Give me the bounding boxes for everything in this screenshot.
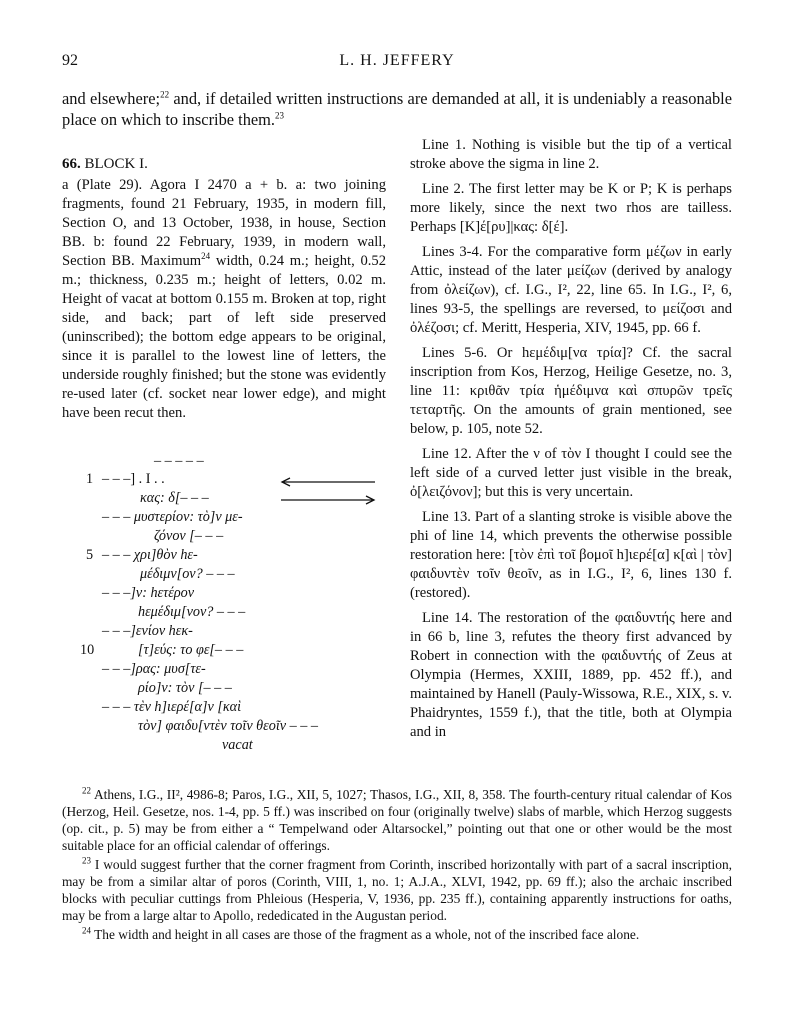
inscription-line-text: – – – χρι]θὸν hε-	[102, 547, 198, 563]
commentary-note	[410, 243, 732, 338]
inscription-line	[62, 604, 386, 624]
inscription-line	[62, 623, 386, 643]
intro-paragraph	[62, 88, 732, 130]
block-heading	[62, 155, 386, 174]
footnote	[62, 856, 732, 924]
footnote-ref-23: 23	[275, 110, 285, 121]
note-text: After the ν of τὸν I thought I could see the left side of a curved letter just visible in the break, ὀ[λειζόνον]; but this is very uncertain.	[410, 446, 732, 500]
inscription-line	[62, 661, 386, 681]
note-text: For the comparative form μέζων in early Attic, instead of the later μείζων (derived by analogy from ὀλείζων), cf. I.G., I², 22, line 65. In I.G., I², 6, lines 93-5, the spellings are reversed, to μείζοσι and ὀλέζοσι; cf. Meritt, Hesperia, XIV, 1945, pp. 66 f.	[410, 244, 732, 336]
footnotes	[62, 786, 732, 945]
inscription-line	[62, 566, 386, 586]
commentary-note	[410, 180, 732, 237]
note-text: The first letter may be K or P; K is perhaps more likely, since the next two rhos are tailless. Perhaps [Κ]έ[ρυ]|κας: δ[έ].	[410, 181, 732, 235]
footnote	[62, 926, 732, 943]
arrow-left-icon	[280, 477, 376, 487]
inscription-line-text: [τ]εύς: το φε[– – –	[138, 642, 244, 658]
inscription-line-text: – – –]ρας: μυσ[τε-	[102, 661, 206, 677]
note-label: Line 12.	[422, 446, 472, 462]
note-label: Line 2.	[422, 181, 465, 197]
running-head	[62, 52, 732, 74]
left-column	[62, 155, 386, 423]
note-text: Part of a slanting stroke is visible above the phi of line 14, which prevents the otherwise possible restoration here: [τὸν ἐπὶ τοῖ βομοῖ h]ιερέ[α] κ[αὶ | τὸν] φαιδυντὲν τοῖν θεοῖν, as in I.G., I², 6, lines 130 f. (restored).	[410, 509, 732, 601]
inscription-line-text: – – – μυστερίον: τὸ]ν με-	[102, 509, 243, 525]
inscription-line	[62, 680, 386, 700]
footnote-text: Athens, I.G., II², 4986-8; Paros, I.G., XII, 5, 1027; Thasos, I.G., XII, 8, 358. The fourth-century ritual calendar of Kos (Herzog, Heil. Gesetze, nos. 1-4, pp. 5 ff.) was inscribed on four (originally twelve) slabs of marble, which Herzog suggests (op. cit., p. 5) may be from either a “ Tempelwand oder Altarsockel,” pointing out that one or other would be the most suitable place for an official calendar of offerings.	[62, 787, 732, 853]
inscription-line	[62, 528, 386, 548]
note-label: Lines 3-4.	[422, 244, 483, 260]
inscription-line-text: τὸν] φαιδυ[ντὲν τοῖν θεοῖν – – –	[138, 718, 318, 734]
inscription-line-text: – – – – –	[154, 453, 204, 469]
commentary-note	[410, 508, 732, 603]
inscription-line-text: μέδιμν[ον? – – –	[140, 566, 235, 582]
inscription-line-text: ζόνον [– – –	[154, 528, 224, 544]
inscription-transcription	[62, 453, 386, 783]
intro-text-1: and elsewhere;	[62, 89, 161, 108]
inscription-line	[62, 509, 386, 529]
footnote-ref-24: 24	[201, 251, 211, 262]
commentary-note	[410, 136, 732, 174]
footnote-number: 24	[82, 925, 91, 936]
inscription-line	[62, 699, 386, 719]
inscription-line-text: – – –]ενίον hεκ-	[102, 623, 193, 639]
commentary-note	[410, 445, 732, 502]
line-number: 5	[86, 547, 94, 563]
commentary-note	[410, 609, 732, 742]
inscription-line-text: hεμέδιμ[νον? – – –	[138, 604, 246, 620]
note-label: Line 13.	[422, 509, 471, 525]
inscription-line-text: – – –] . I . .	[102, 471, 165, 487]
block-desc-b: width, 0.24 m.; height, 0.52 m.; thickness, 0.235 m.; height of letters, 0.02 m. Height of vacat at bottom 0.155 m. Broken at top, right side, and back; part of left side preserved (uninscribed); the bottom edge appears to be original, since it is parallel to the lowest line of letters, the underside roughly finished; but the stone was evidently re-used later (cf. socket near lower edge), and might have been recut then.	[62, 253, 386, 421]
arrow-right-icon	[280, 495, 376, 505]
note-label: Lines 5-6.	[422, 345, 488, 361]
inscription-line-text: – – – τὲν h]ιερέ[α]ν [καὶ	[102, 699, 242, 715]
footnote-ref-22: 22	[160, 89, 170, 100]
footnote-number: 23	[82, 855, 91, 866]
running-title: L. H. JEFFERY	[339, 52, 455, 69]
note-text: Nothing is visible but the tip of a vertical stroke above the sigma in line 2.	[410, 137, 732, 172]
block-title: BLOCK I.	[84, 156, 148, 172]
inscription-line	[62, 737, 386, 757]
inscription-line-text: – – –]ν: hετέρον	[102, 585, 195, 601]
block-desc-a: a (Plate 29). Agora I 2470 a + b. a: two joining fragments, found 21 February, 1935, in modern fill, Section O, and 13 October, 1938, in house, Section BB. b: found 22 February, 1939, in modern wall, Section BB. Maximum	[62, 177, 386, 269]
block-number: 66.	[62, 156, 81, 172]
note-text: The restoration of the φαιδυντής here and in 66 b, line 3, refutes the theory first advanced by Robert in connection with the φαιδυντής of Zeus at Olympia (Hermes, XXIII, 1889, pp. 452 ff.), and maintained by Hanell (Pauly-Wissowa, R.E., XIX, s. v. Phaidryntes, 1559 f.), that the title, both at Olympia and in	[410, 610, 732, 740]
inscription-line	[62, 585, 386, 605]
footnote-number: 22	[82, 785, 91, 796]
note-label: Line 1.	[422, 137, 466, 153]
footnote-text: The width and height in all cases are those of the fragment as a whole, not of the inscribed face alone.	[91, 927, 640, 942]
inscription-line	[62, 718, 386, 738]
line-number: 10	[80, 642, 95, 658]
inscription-line-text: κας: δ[– – –	[140, 490, 209, 506]
note-text: Or hεμέδιμ[να τρία]? Cf. the sacral inscription from Kos, Herzog, Heilige Gesetze, no. 3, line 11: κριθᾶν τρία ἡμέδιμνα καὶ σπυρῶν τρεῖς τεταρτῆς. On the amounts of grain mentioned, see below, p. 105, note 52.	[410, 345, 732, 437]
inscription-line-text: ρίο]ν: τὸν [– – –	[138, 680, 232, 696]
inscription-line	[62, 453, 386, 473]
commentary-note	[410, 344, 732, 439]
inscription-line	[62, 642, 386, 662]
footnote-text: I would suggest further that the corner fragment from Corinth, inscribed horizontally with part of a sacral inscription, may be from a similar altar of poros (Corinth, VIII, 1, no. 1; A.J.A., XLVI, 1942, pp. 69 ff.); also the archaic inscribed blocks with peculiar cuttings from Phleious (Hesperia, V, 1936, pp. 235 ff.), containing apparently instructions for oaths, may be from a large altar to Apollo, rededicated in the Augustan period.	[62, 857, 732, 923]
right-column-commentary	[410, 136, 732, 748]
vacat-label: vacat	[222, 737, 253, 753]
note-label: Line 14.	[422, 610, 473, 626]
intro-text-2: and, if detailed written instructions are demanded at all, it is undeniably a reasonable place on which to inscribe them.	[62, 89, 732, 129]
page-number: 92	[62, 52, 78, 69]
line-number: 1	[86, 471, 94, 487]
footnote	[62, 786, 732, 854]
inscription-line	[62, 547, 386, 567]
block-description	[62, 176, 386, 423]
